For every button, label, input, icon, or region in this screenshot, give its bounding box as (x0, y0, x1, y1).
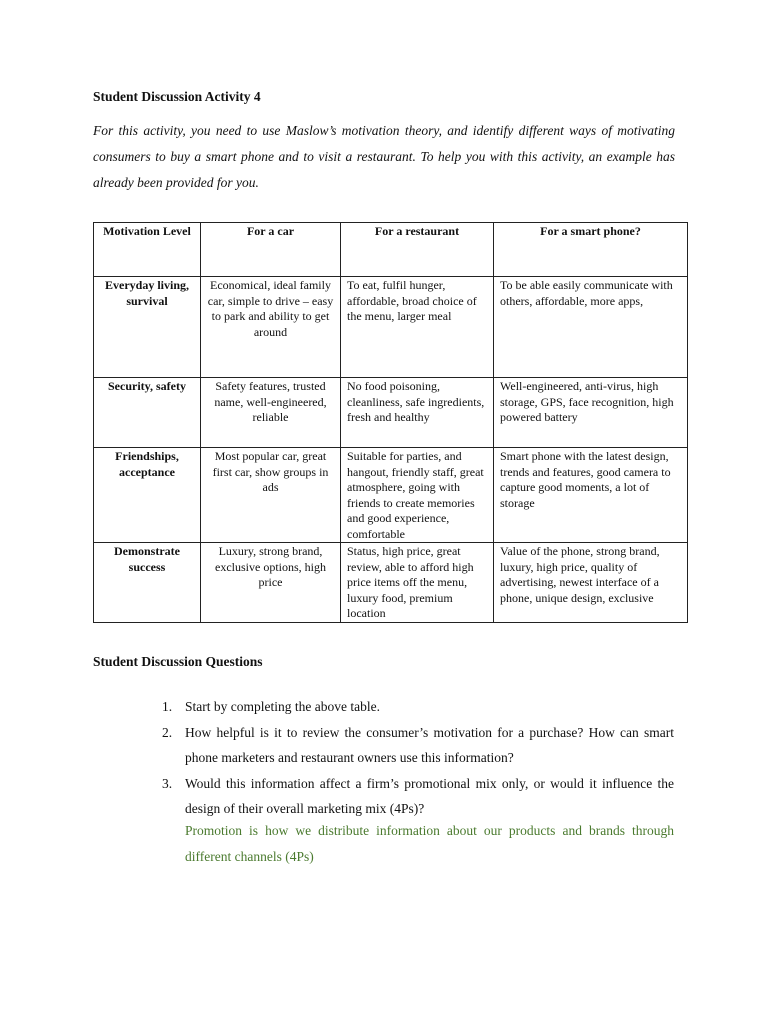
activity-intro: For this activity, you need to use Maslow’s motivation theory, and identify different ways of motivating consumers to buy a smart phone and to visit a restaurant. To help you with this activity, an example has already been provided for you. (93, 123, 675, 190)
cell-restaurant: Suitable for parties, and hangout, friendly staff, great atmosphere, going with friends to create memories and good experience, comfortable (341, 448, 494, 543)
header-for-a-car: For a car (201, 223, 341, 277)
cell-smart-phone: To be able easily communicate with others, affordable, more apps, (494, 277, 688, 378)
activity-title: Student Discussion Activity 4 (93, 89, 261, 104)
header-motivation-level: Motivation Level (94, 223, 201, 277)
question-item (162, 771, 674, 822)
questions-title: Student Discussion Questions (93, 654, 263, 669)
motivation-table (93, 222, 688, 623)
cell-level: Security, safety (94, 378, 201, 448)
cell-restaurant: Status, high price, great review, able to afford high price items off the menu, luxury food, premium location (341, 543, 494, 623)
question-text: Start by completing the above table. (185, 699, 380, 714)
header-for-a-smart-phone: For a smart phone? (494, 223, 688, 277)
cell-car: Safety features, trusted name, well-engineered, reliable (201, 378, 341, 448)
question-number: 2. (162, 724, 173, 740)
cell-smart-phone: Well-engineered, anti-virus, high storage, GPS, face recognition, high powered battery (494, 378, 688, 448)
question-text: Would this information affect a firm’s promotional mix only, or would it influence the design of their overall marketing mix (4Ps)? (185, 775, 674, 816)
cell-car: Economical, ideal family car, simple to drive – easy to park and ability to get around (201, 277, 341, 378)
questions-list (162, 694, 674, 822)
question-item (162, 720, 674, 771)
question-number: 3. (162, 775, 173, 791)
question-number: 1. (162, 699, 173, 714)
table-row (94, 277, 688, 378)
cell-restaurant: To eat, fulfil hunger, affordable, broad choice of the menu, larger meal (341, 277, 494, 378)
cell-restaurant: No food poisoning, cleanliness, safe ingredients, fresh and healthy (341, 378, 494, 448)
cell-smart-phone: Value of the phone, strong brand, luxury, high price, quality of advertising, newest interface of a phone, unique design, exclusive (494, 543, 688, 623)
cell-smart-phone: Smart phone with the latest design, trends and features, good camera to capture good moments, a lot of storage (494, 448, 688, 543)
cell-level: Everyday living, survival (94, 277, 201, 378)
table-header-row (94, 223, 688, 277)
cell-level: Friendships, acceptance (94, 448, 201, 543)
cell-level: Demonstrate success (94, 543, 201, 623)
cell-car: Luxury, strong brand, exclusive options, high price (201, 543, 341, 623)
cell-car: Most popular car, great first car, show groups in ads (201, 448, 341, 543)
question-item (162, 694, 674, 720)
header-for-a-restaurant: For a restaurant (341, 223, 494, 277)
answer-text: Promotion is how we distribute information about our products and brands through different channels (4Ps) (185, 823, 674, 864)
table-row (94, 378, 688, 448)
table-row (94, 448, 688, 543)
question-text: How helpful is it to review the consumer’s motivation for a purchase? How can smart phone marketers and restaurant owners use this information? (185, 724, 674, 765)
table-row (94, 543, 688, 623)
